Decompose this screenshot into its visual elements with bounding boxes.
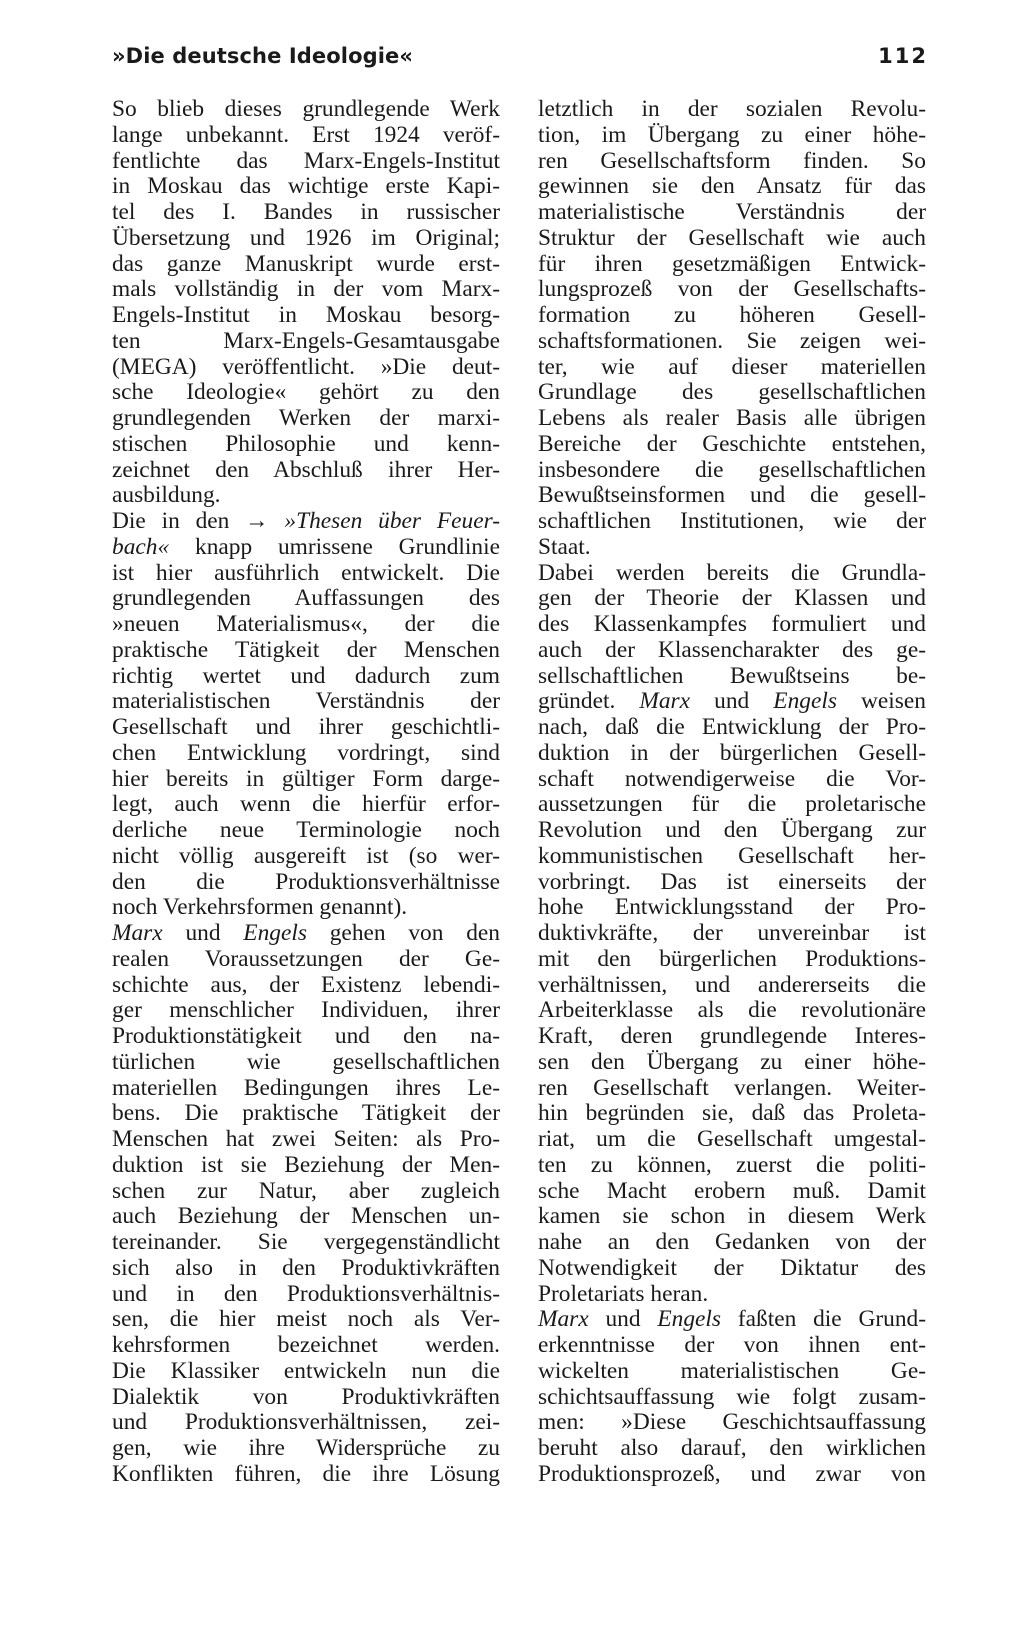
text-line [112, 1282, 500, 1308]
text-run: gewinnen sie den Ansatz für das [538, 173, 926, 200]
text-line [538, 149, 926, 175]
text-run: derliche neue Terminologie noch [112, 817, 500, 843]
text-line [112, 432, 500, 458]
text-run: realen Voraussetzungen der Ge- [112, 945, 500, 972]
text-run: Dialektik von Produktivkräften [112, 1383, 500, 1410]
text-run: noch Verkehrsformen genannt). [112, 894, 408, 921]
text-line [538, 1204, 926, 1230]
text-run: sich also in den Produktivkräften [112, 1254, 500, 1281]
text-run: hier bereits in gültiger Form darge- [112, 765, 500, 792]
text-line [538, 921, 926, 947]
italic-text: bach« [112, 533, 170, 560]
text-run: schaft notwendigerweise die Vor- [538, 765, 926, 792]
text-line [112, 123, 500, 149]
italic-text: Marx [112, 920, 163, 946]
text-run: und [162, 920, 244, 946]
italic-text: Engels [657, 1306, 722, 1333]
text-run: lungsprozeß von der Gesellschafts- [538, 276, 926, 303]
text-line [112, 612, 500, 638]
text-run: riat, um die Gesellschaft umgestal- [538, 1126, 926, 1152]
text-line [538, 1256, 926, 1282]
text-run: ausbildung. [112, 482, 221, 509]
text-line [538, 1462, 926, 1488]
text-run: gründet. [538, 688, 640, 715]
text-line [538, 303, 926, 329]
text-line [112, 1127, 500, 1153]
text-run: schaftsformationen. Sie zeigen wei- [538, 327, 926, 354]
text-run: tel des I. Bandes in russischer [112, 199, 500, 225]
text-line [538, 1050, 926, 1076]
text-line [538, 406, 926, 432]
text-line [538, 586, 926, 612]
text-run: ren Gesellschaft verlangen. Weiter- [538, 1074, 926, 1101]
text-run: kehrsformen bezeichnet werden. [112, 1332, 500, 1358]
text-line [538, 1230, 926, 1256]
text-line [538, 1024, 926, 1050]
text-line [538, 380, 926, 406]
text-line [538, 741, 926, 767]
text-line [112, 1256, 500, 1282]
text-line [538, 97, 926, 123]
text-run: mals vollständig in der vom Marx- [112, 276, 500, 303]
text-run: Die Klassiker entwickeln nun die [112, 1357, 500, 1384]
text-run: Produktionsprozeß, und zwar von [538, 1460, 926, 1487]
text-line [112, 380, 500, 406]
text-line [538, 1385, 926, 1411]
text-run: Bewußtseinsformen und die gesell- [538, 482, 926, 509]
text-run: hin begründen sie, daß das Proleta- [538, 1100, 926, 1127]
text-run: Grundlage des gesellschaftlichen [538, 379, 926, 406]
text-line [538, 535, 926, 561]
text-line [538, 509, 926, 535]
text-line [538, 226, 926, 252]
text-run: faßten die Grund- [721, 1306, 926, 1333]
text-line [112, 200, 500, 226]
text-run: ren Gesellschaftsform finden. So [538, 147, 926, 174]
text-line [112, 973, 500, 999]
text-run: duktivkräfte, der unvereinbar ist [538, 920, 926, 946]
text-run: kommunistischen Gesellschaft her- [538, 842, 926, 869]
text-line [538, 174, 926, 200]
text-column-right [538, 97, 926, 1488]
text-run: erkenntnisse der von ihnen ent- [538, 1332, 926, 1358]
text-line [538, 895, 926, 921]
text-line [538, 1153, 926, 1179]
text-run: grundlegenden Werken der marxi- [112, 405, 500, 431]
italic-text: »Thesen über Feuer- [284, 508, 500, 534]
text-run: auch der Klassencharakter des ge- [538, 636, 926, 663]
text-run: duktion in der bürgerlichen Gesell- [538, 739, 926, 766]
text-run: schen zur Natur, aber zugleich [112, 1177, 500, 1204]
text-run: beruht also darauf, den wirklichen [538, 1435, 926, 1461]
text-line [538, 612, 926, 638]
text-line [112, 252, 500, 278]
text-line [538, 483, 926, 509]
text-run: nicht völlig ausgereift ist (so wer- [112, 842, 500, 869]
text-run: schichtsauffassung wie folgt zusam- [538, 1383, 926, 1410]
text-line [112, 277, 500, 303]
text-run: und Produktionsverhältnissen, zei- [112, 1409, 500, 1436]
text-line [538, 1179, 926, 1205]
text-run: tion, im Übergang zu einer höhe- [538, 121, 926, 148]
text-run: legt, auch wenn die hierfür erfor- [112, 791, 500, 818]
text-line [538, 123, 926, 149]
text-run: kamen sie schon in diesem Werk [538, 1203, 926, 1230]
text-line [112, 1153, 500, 1179]
text-line [112, 1359, 500, 1385]
text-line [538, 1410, 926, 1436]
text-run: Engels-Institut in Moskau besorg- [112, 302, 500, 328]
text-line [112, 1307, 500, 1333]
text-run: materialistische Verständnis der [538, 199, 926, 225]
text-run: Lebens als realer Basis alle übrigen [538, 405, 926, 431]
text-line [112, 1230, 500, 1256]
text-line [538, 1282, 926, 1308]
text-run: chen Entwicklung vordringt, sind [112, 739, 500, 766]
text-line [538, 329, 926, 355]
text-run: praktische Tätigkeit der Menschen [112, 636, 500, 663]
text-run: gehen von den [306, 920, 500, 946]
italic-text: Engels [773, 688, 837, 715]
text-run: Produktionstätigkeit und den na- [112, 1023, 500, 1049]
italic-text: Marx [538, 1306, 589, 1333]
text-run: sen, die hier meist noch als Ver- [112, 1306, 500, 1333]
text-run: den die Produktionsverhältnisse [112, 868, 500, 895]
text-run: ten zu können, zuerst die politi- [538, 1151, 926, 1178]
text-line [112, 792, 500, 818]
running-title: »Die deutsche Ideologie« [112, 44, 414, 68]
text-line [112, 1385, 500, 1411]
text-run: ist hier ausführlich entwickelt. Die [112, 559, 500, 586]
text-line [538, 638, 926, 664]
text-run: bens. Die praktische Tätigkeit der [112, 1100, 500, 1127]
text-run: sche Macht erobern muß. Damit [538, 1177, 926, 1204]
text-line [112, 226, 500, 252]
text-run: Struktur der Gesellschaft wie auch [538, 224, 926, 251]
text-line [112, 303, 500, 329]
text-line [112, 870, 500, 896]
text-run: ten Marx-Engels-Gesamtausgabe [112, 327, 500, 354]
text-run: Staat. [538, 533, 591, 560]
text-line [112, 1204, 500, 1230]
text-line [112, 174, 500, 200]
text-run: lange unbekannt. Erst 1924 veröf- [112, 121, 500, 148]
text-run: nahe an den Gedanken von der [538, 1229, 926, 1255]
text-line [112, 664, 500, 690]
text-run: nach, daß die Entwicklung der Pro- [538, 714, 926, 740]
text-line [112, 355, 500, 381]
text-run: gen, wie ihre Widersprüche zu [112, 1435, 500, 1461]
text-run: sen den Übergang zu einer höhe- [538, 1048, 926, 1075]
text-line [538, 1076, 926, 1102]
text-run: materiellen Bedingungen ihres Le- [112, 1074, 500, 1101]
text-line [538, 277, 926, 303]
text-line [112, 483, 500, 509]
text-line [538, 252, 926, 278]
text-run: men: »Diese Geschichtsauffassung [538, 1409, 926, 1436]
text-run: duktion ist sie Beziehung der Men- [112, 1151, 500, 1178]
text-line [538, 947, 926, 973]
text-run: in Moskau das wichtige erste Kapi- [112, 173, 500, 200]
text-run: Proletariats heran. [538, 1280, 709, 1307]
text-line [112, 406, 500, 432]
text-run: gen der Theorie der Klassen und [538, 585, 926, 612]
text-line [112, 1024, 500, 1050]
text-line [538, 355, 926, 381]
text-line [112, 921, 500, 947]
text-run: insbesondere die gesellschaftlichen [538, 456, 926, 483]
text-line [538, 1333, 926, 1359]
text-line [112, 97, 500, 123]
text-line [112, 844, 500, 870]
text-run: Bereiche der Geschichte entstehen, [538, 430, 926, 457]
text-column-left [112, 97, 500, 1488]
text-line [112, 149, 500, 175]
italic-text: Marx [639, 688, 691, 715]
text-line [112, 1101, 500, 1127]
text-line [112, 458, 500, 484]
text-run: materialistischen Verständnis der [112, 688, 500, 715]
text-run: ger menschlicher Individuen, ihrer [112, 997, 500, 1024]
text-run: grundlegenden Auffassungen des [112, 585, 500, 612]
text-run: mit den bürgerlichen Produktions- [538, 945, 926, 972]
text-run: aussetzungen für die proletarische [538, 791, 926, 818]
text-line [112, 561, 500, 587]
text-run: auch Beziehung der Menschen un- [112, 1203, 500, 1230]
text-run: vorbringt. Das ist einerseits der [538, 868, 926, 895]
text-run: Die in den → [112, 508, 285, 534]
text-line [538, 1359, 926, 1385]
text-line [538, 1127, 926, 1153]
page-number: 112 [878, 44, 928, 68]
text-run: schichte aus, der Existenz lebendi- [112, 971, 500, 998]
text-run: knapp umrissene Grundlinie [169, 533, 500, 560]
text-run: Kraft, deren grundlegende Interes- [538, 1023, 926, 1049]
text-run: stischen Philosophie und kenn- [112, 430, 500, 457]
text-line [112, 1410, 500, 1436]
text-line [538, 715, 926, 741]
text-run: (MEGA) veröffentlicht. »Die deut- [112, 353, 500, 380]
text-run: türlichen wie gesellschaftlichen [112, 1048, 500, 1075]
text-line [112, 1462, 500, 1488]
text-run: formation zu höheren Gesell- [538, 302, 926, 328]
text-run: Gesellschaft und ihrer geschichtli- [112, 714, 500, 740]
text-run: »neuen Materialismus«, der die [112, 611, 500, 637]
text-run: für ihren gesetzmäßigen Entwick- [538, 250, 926, 277]
text-line [112, 818, 500, 844]
text-run: letztlich in der sozialen Revolu- [538, 96, 926, 122]
text-line [538, 792, 926, 818]
text-run: weisen [836, 688, 926, 715]
text-run: fentlichte das Marx-Engels-Institut [112, 147, 500, 174]
text-line [538, 998, 926, 1024]
text-run: hohe Entwicklungsstand der Pro- [538, 894, 926, 921]
text-run: sellschaftlichen Bewußtseins be- [538, 662, 926, 689]
text-run: und in den Produktionsverhältnis- [112, 1280, 500, 1307]
text-line [112, 767, 500, 793]
text-line [112, 947, 500, 973]
text-line [112, 741, 500, 767]
text-line [112, 1050, 500, 1076]
text-run: das ganze Manuskript wurde erst- [112, 250, 500, 277]
text-run: des Klassenkampfes formuliert und [538, 611, 926, 637]
text-line [538, 818, 926, 844]
text-run: richtig wertet und dadurch zum [112, 662, 500, 689]
text-line [538, 458, 926, 484]
text-line [538, 1307, 926, 1333]
text-run: Dabei werden bereits die Grundla- [538, 559, 926, 586]
text-line [538, 844, 926, 870]
text-run: Notwendigkeit der Diktatur des [538, 1254, 926, 1281]
text-line [538, 1101, 926, 1127]
text-line [112, 586, 500, 612]
text-run: ter, wie auf dieser materiellen [538, 353, 926, 380]
text-run: Konflikten führen, die ihre Lösung [112, 1460, 500, 1487]
text-line [112, 715, 500, 741]
text-line [538, 870, 926, 896]
text-line [538, 1436, 926, 1462]
text-line [112, 1333, 500, 1359]
text-line [112, 689, 500, 715]
text-line [538, 561, 926, 587]
text-line [112, 329, 500, 355]
text-line [112, 535, 500, 561]
text-run: verhältnissen, und andererseits die [538, 971, 926, 998]
text-line [538, 973, 926, 999]
text-run: tereinander. Sie vergegenständlicht [112, 1229, 500, 1255]
text-run: schaftlichen Institutionen, wie der [538, 508, 926, 534]
text-line [112, 509, 500, 535]
text-line [112, 1179, 500, 1205]
text-line [112, 1076, 500, 1102]
text-line [112, 998, 500, 1024]
text-run: wickelten materialistischen Ge- [538, 1357, 926, 1384]
text-line [112, 1436, 500, 1462]
text-run: Arbeiterklasse als die revolutionäre [538, 997, 926, 1024]
text-run: Revolution und den Übergang zur [538, 817, 926, 843]
text-run: Menschen hat zwei Seiten: als Pro- [112, 1126, 500, 1152]
text-run: zeichnet den Abschluß ihrer Her- [112, 456, 500, 483]
text-line [538, 432, 926, 458]
text-line [538, 767, 926, 793]
text-line [538, 200, 926, 226]
text-line [112, 638, 500, 664]
text-run: und [690, 688, 774, 715]
text-run: sche Ideologie« gehört zu den [112, 379, 500, 406]
text-run: Übersetzung und 1926 im Original; [112, 224, 500, 251]
text-line [538, 689, 926, 715]
text-run: und [588, 1306, 658, 1333]
text-run: So blieb dieses grundlegende Werk [112, 96, 500, 122]
text-line [538, 664, 926, 690]
text-line [112, 895, 500, 921]
italic-text: Engels [243, 920, 307, 946]
